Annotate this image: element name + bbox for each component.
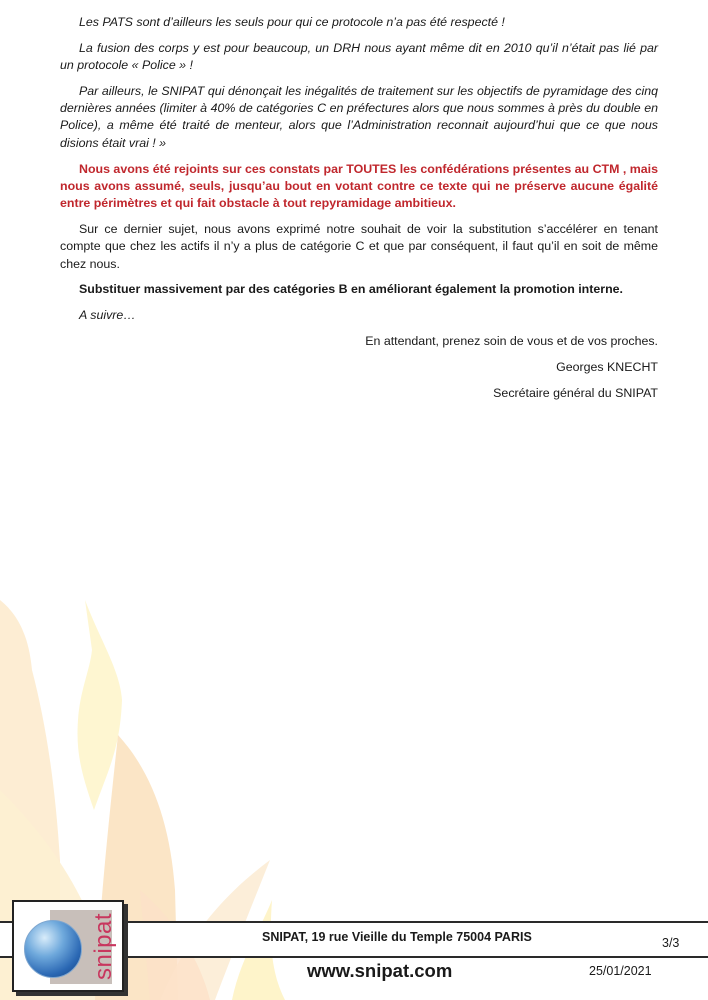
signatory-title: Secrétaire général du SNIPAT xyxy=(493,385,658,400)
page-number: 3/3 xyxy=(662,936,680,950)
footer-address: SNIPAT, 19 rue Vieille du Temple 75004 PARIS xyxy=(262,930,532,944)
document-date: 25/01/2021 xyxy=(589,964,652,978)
paragraph-a-suivre: A suivre… xyxy=(79,308,136,323)
logo-globe-icon xyxy=(24,920,82,978)
paragraph-fusion: La fusion des corps y est pour beaucoup, un DRH nous ayant même dit en 2010 qu’il n’était pas lié par un protocole « Police » ! xyxy=(60,40,658,73)
closing-line: En attendant, prenez soin de vous et de vos proches. xyxy=(365,333,658,348)
paragraph-confederations-highlight: Nous avons été rejoints sur ces constats par TOUTES les confédérations présentes au CTM , mais nous avons assumé, seuls, jusqu’au bout en votant contre ce texte qui ne préserve aucune égalité entre périmètres et qui fait obstacle à tout repyramidage ambitieux. xyxy=(60,161,658,211)
paragraph-pats: Les PATS sont d’ailleurs les seuls pour qui ce protocole n’a pas été respecté ! xyxy=(79,15,505,29)
snipat-logo xyxy=(12,900,124,992)
paragraph-snipat-pyramidage: Par ailleurs, le SNIPAT qui dénonçait les inégalités de traitement sur les objectifs de pyramidage des cinq dernières années (limiter à 40% de catégories C en préfectures alors que nous sommes à près du double en Police), a même été traité de menteur, alors que l’Administration reconnait aujourd’hui que ce que nous disions était vrai ! » xyxy=(60,83,658,150)
website-link[interactable]: www.snipat.com xyxy=(307,960,453,981)
paragraph-substitution: Sur ce dernier sujet, nous avons exprimé notre souhait de voir la substitution s’accélérer en tenant compte que chez les actifs il n’y a plus de catégorie C et que par conséquent, il faut qu’il en soit de même chez nous. xyxy=(60,221,658,271)
letter-body xyxy=(60,14,658,410)
paragraph-substituer: Substituer massivement par des catégories B en améliorant également la promotion interne. xyxy=(79,282,623,297)
logo-wordmark: snipat xyxy=(90,912,117,980)
signatory-name: Georges KNECHT xyxy=(556,359,658,374)
